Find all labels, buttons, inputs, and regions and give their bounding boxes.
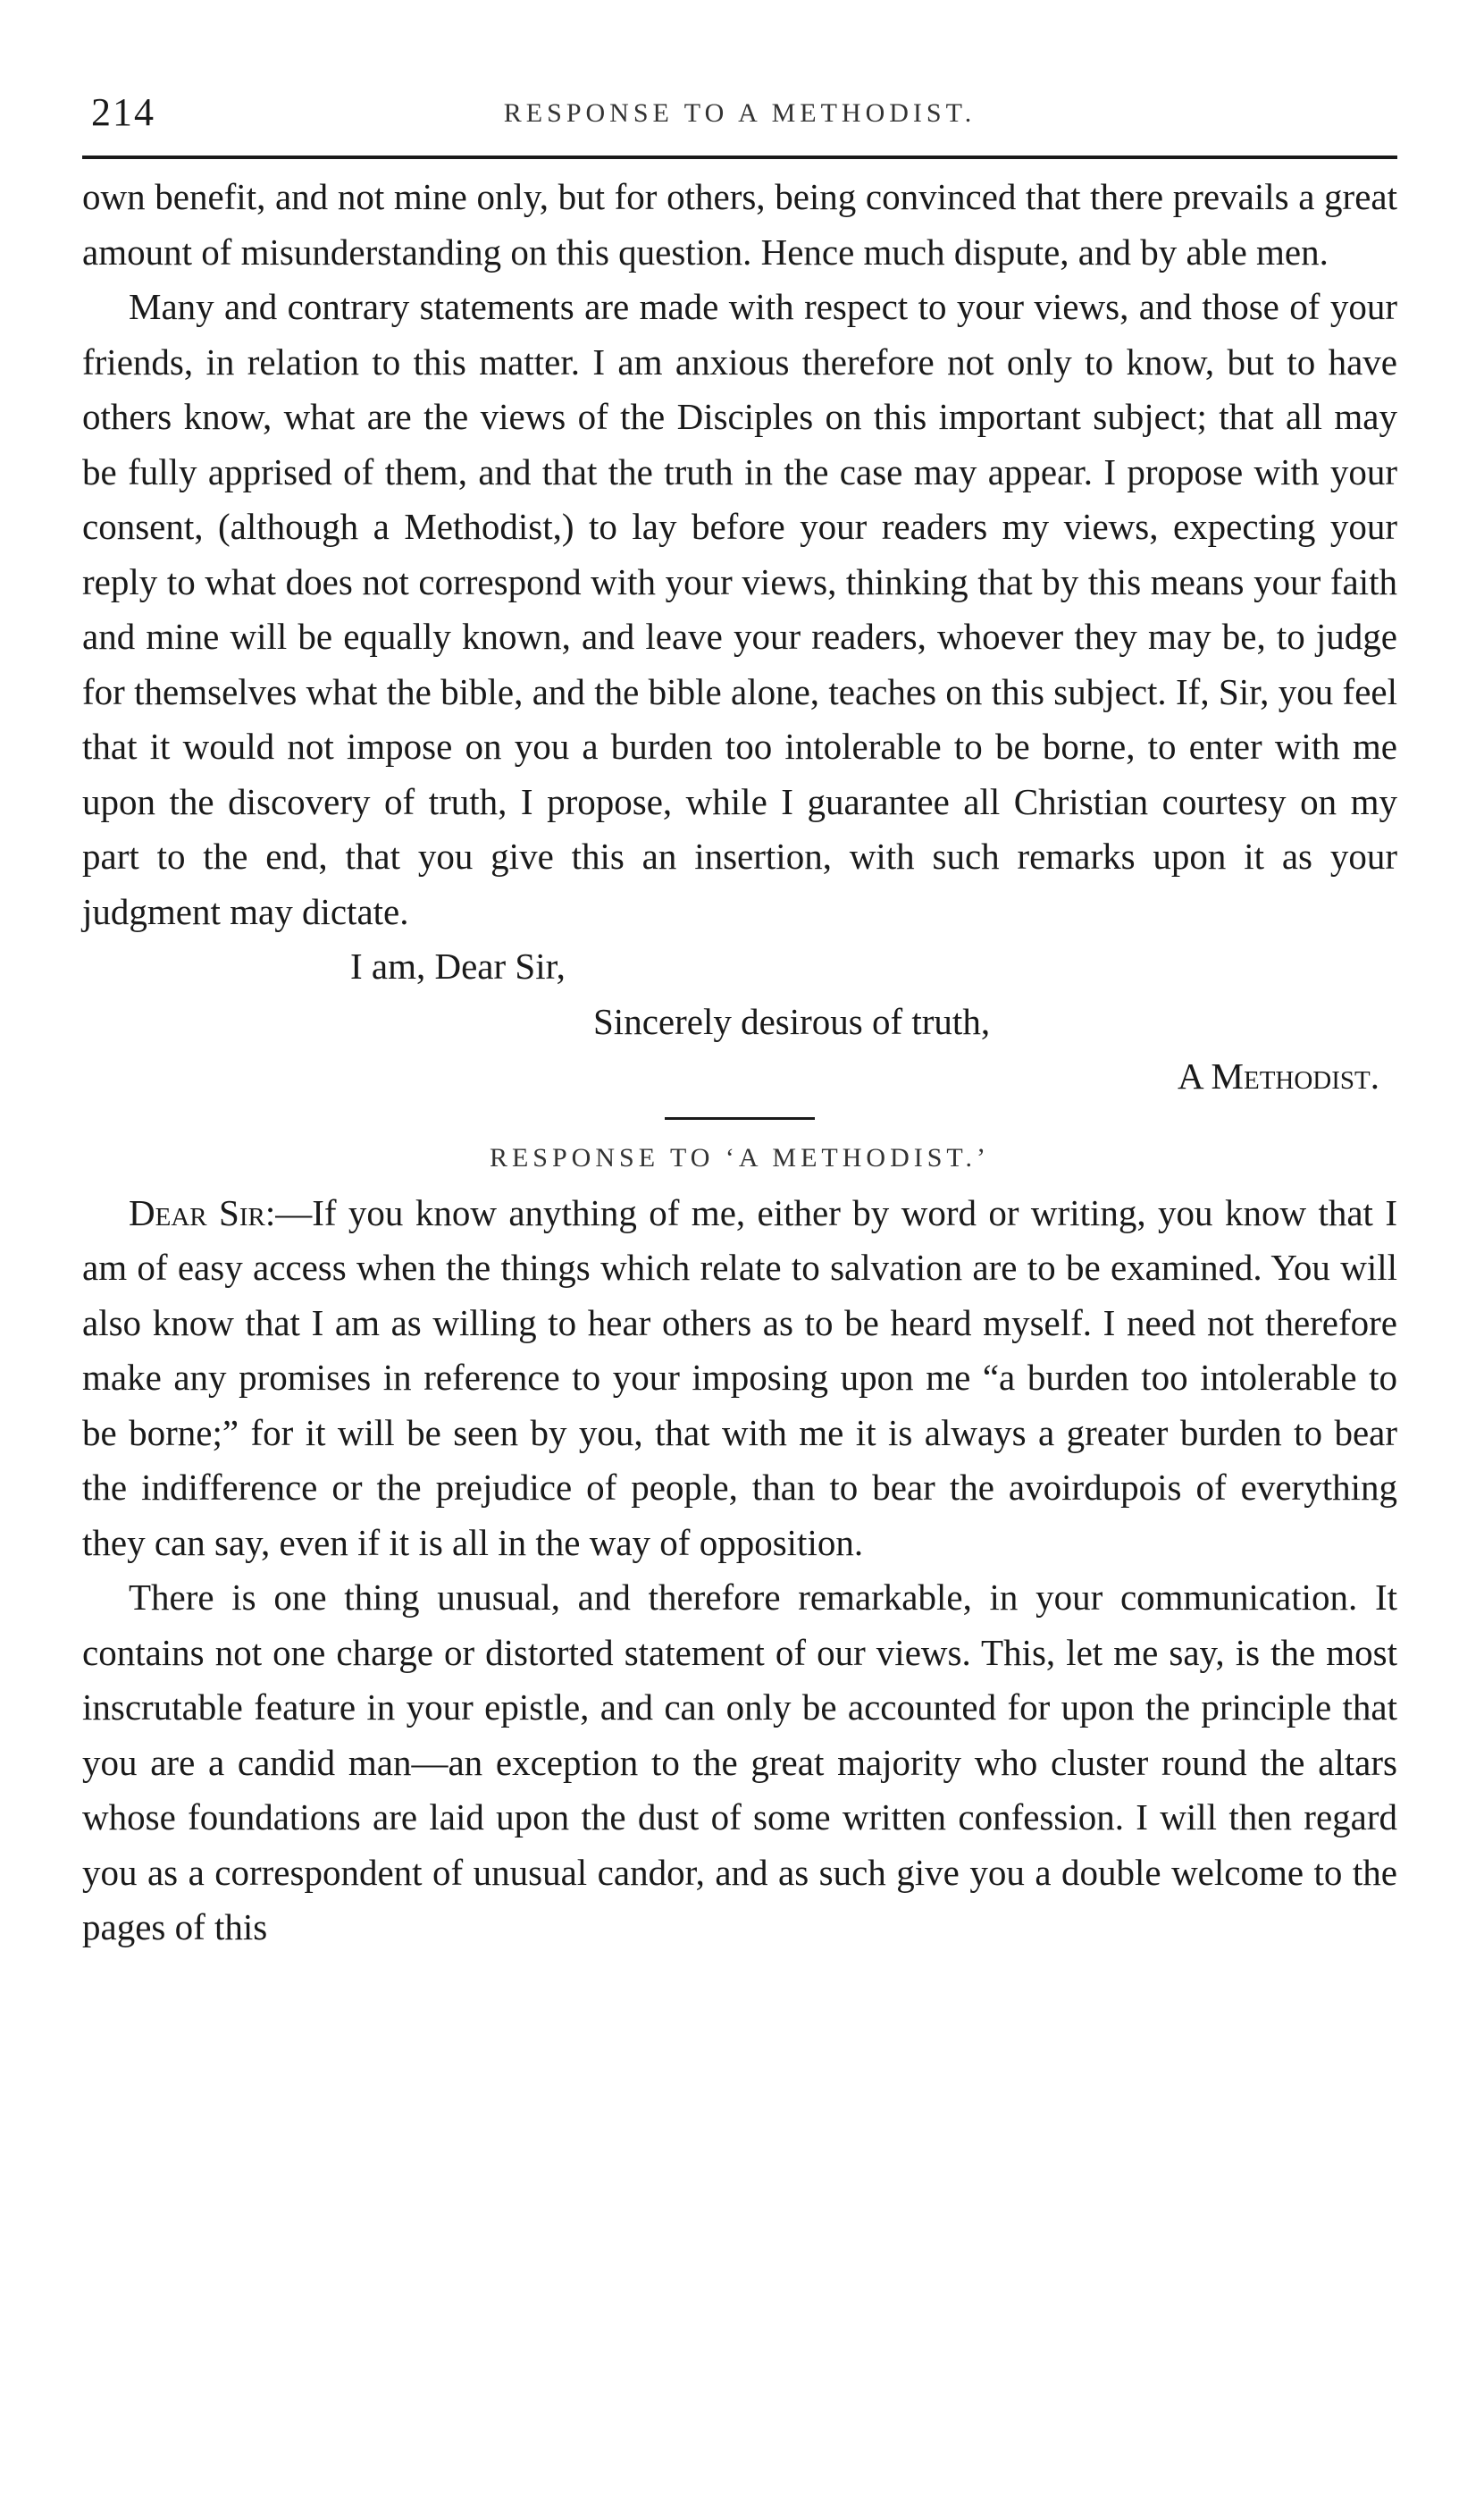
letter-signature: A Methodist.	[1177, 1055, 1379, 1097]
running-head: RESPONSE TO A METHODIST.	[503, 98, 977, 128]
page-number: 214	[91, 90, 155, 134]
response-paragraph-2: There is one thing unusual, and therefore remarkable, in your communication. It contains not one charge or distorted statement of our views. This, let me say, is the most inscrutable feature in your epistle, and can only be accounted for upon the principle that you are a candid man—an exception to the great majority who cluster round the altars whose foundations are laid upon the dust of some written confession. I will then regard you as a correspondent of unusual candor, and as such give you a double welcome to the pages of this	[82, 1577, 1397, 1947]
section-divider	[665, 1117, 815, 1120]
letter-closing-phrase: Sincerely desirous of truth,	[593, 1000, 991, 1042]
page-body	[82, 170, 1397, 1955]
response-paragraph-1	[82, 1186, 1397, 1571]
letter-paragraph-1: own benefit, and not mine only, but for others, being convinced that there prevails a great amount of misunderstanding on this question. Hence much dispute, and by able men.	[82, 176, 1397, 273]
response-heading: RESPONSE TO ‘A METHODIST.’	[489, 1142, 991, 1173]
header-rule	[82, 156, 1397, 159]
page-header	[82, 86, 1397, 139]
response-paragraph-1-text: :—If you know anything of me, either by word or writing, you know that I am of easy access when the things which relate to salvation are to be examined. You will also know that I am as willing to hear others as to be heard myself. I need not therefore make any promises in reference to your imposing upon me “a burden too intolerable to be borne;” for it will be seen by you, that with me it is always a greater burden to bear the indifference or the prejudice of people, than to bear the avoirdupois of everything they can say, even if it is all in the way of opposition.	[82, 1191, 1397, 1563]
letter-paragraph-2: Many and contrary statements are made with respect to your views, and those of your friends, in relation to this matter. I am anxious therefore not only to know, but to have others know, what are the views of the Disciples on this important subject; that all may be fully apprised of them, and that the truth in the case may appear. I propose with your consent, (although a Methodist,) to lay before your readers my views, expecting your reply to what does not correspond with your views, thinking that by this means your faith and mine will be equally known, and leave your readers, whoever they may be, to judge for themselves what the bible, and the bible alone, teaches on this subject. If, Sir, you feel that it would not impose on you a burden too intolerable to be borne, to enter with me upon the discovery of truth, I propose, while I guarantee all Christian courtesy on my part to the end, that you give this an insertion, with such remarks upon it as your judgment may dictate.	[82, 286, 1397, 932]
response-salutation: Dear Sir	[129, 1191, 265, 1233]
letter-closing-salutation: I am, Dear Sir,	[350, 946, 566, 987]
